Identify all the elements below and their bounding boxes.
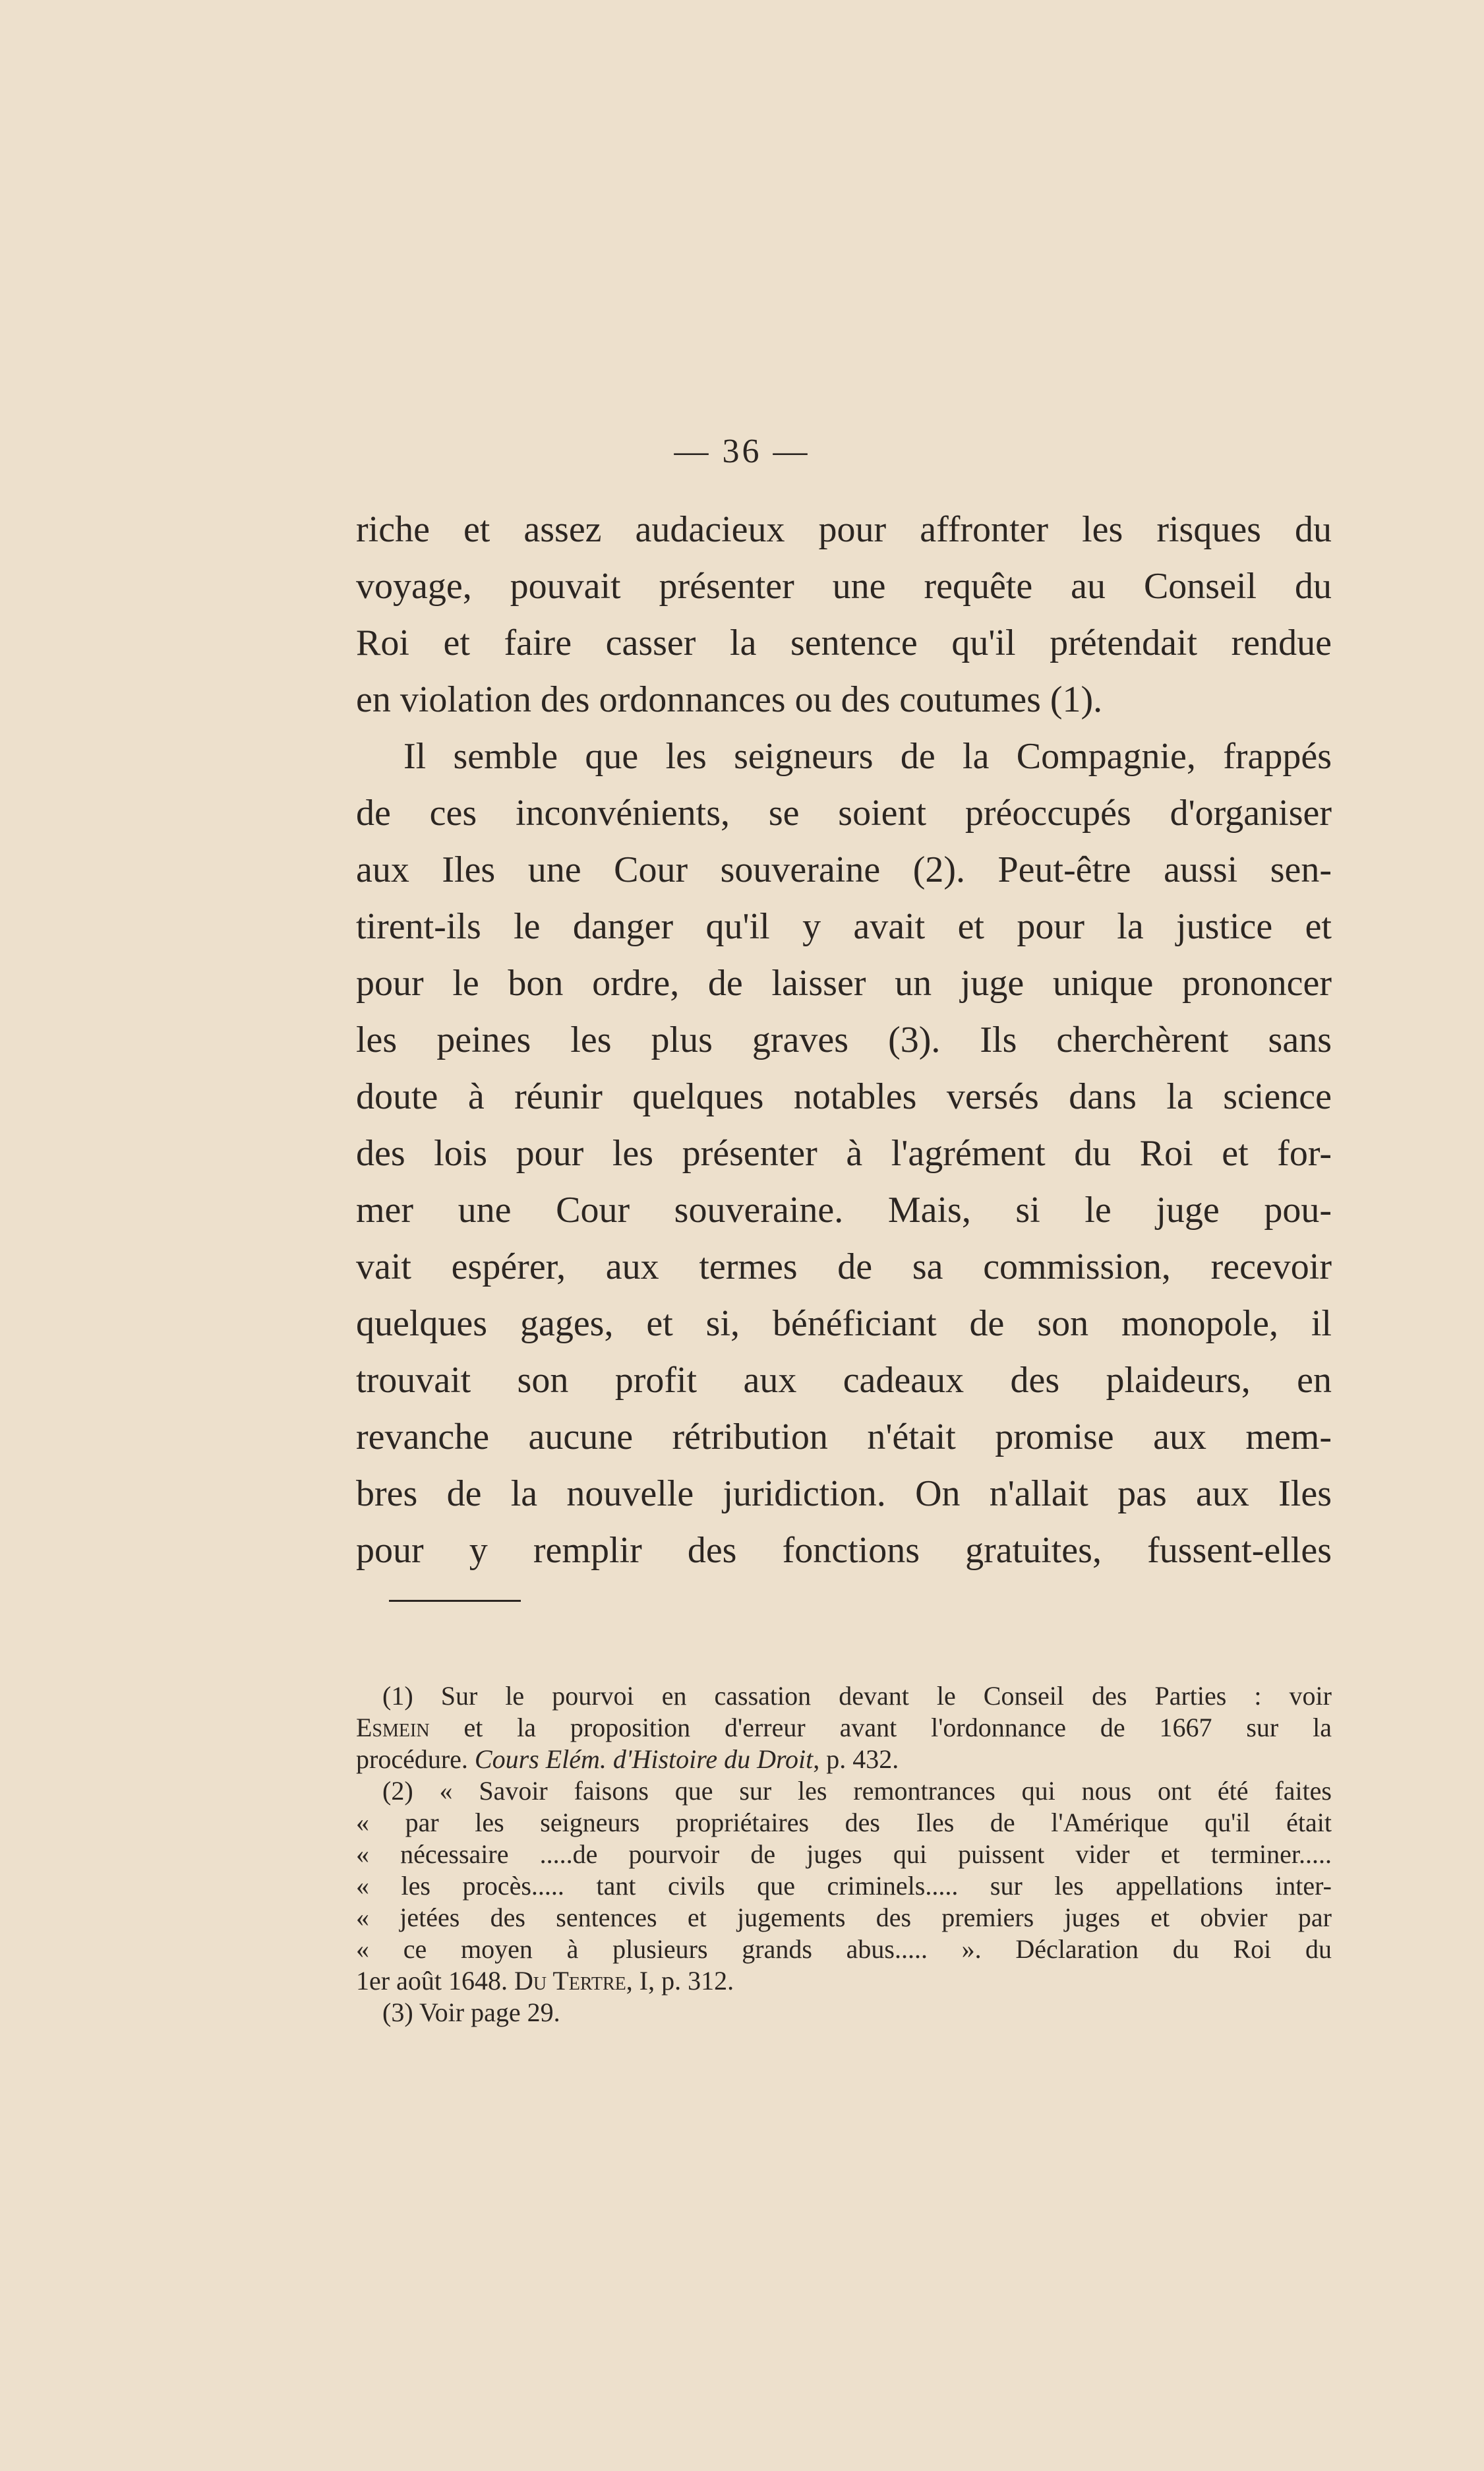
- footnote-1-line: Esmein et la proposition d'erreur avant l'ordonnance de 1667 sur la: [356, 1713, 1332, 1742]
- text-line: tirent-ils le danger qu'il y avait et pour la justice et: [356, 906, 1332, 947]
- footnotes: [356, 1680, 1332, 2029]
- text-line: vait espérer, aux termes de sa commission, recevoir: [356, 1246, 1332, 1287]
- text-line: des lois pour les présenter à l'agrément du Roi et for-: [356, 1133, 1332, 1174]
- main-text: [356, 501, 1332, 1579]
- footnote-separator: [389, 1600, 521, 1602]
- text-line: doute à réunir quelques notables versés dans la science: [356, 1076, 1332, 1117]
- work-title: Cours Elém. d'Histoire du Droit: [474, 1744, 814, 1774]
- text-line: quelques gages, et si, bénéficiant de son monopole, il: [356, 1303, 1332, 1344]
- text-line: bres de la nouvelle juridiction. On n'allait pas aux Iles: [356, 1473, 1332, 1514]
- footnote-2-line: « les procès..... tant civils que criminels..... sur les appellations inter-: [356, 1871, 1332, 1901]
- text-line: trouvait son profit aux cadeaux des plaideurs, en: [356, 1360, 1332, 1401]
- text-line: voyage, pouvait présenter une requête au Conseil du: [356, 566, 1332, 607]
- footnote-2-line: 1er août 1648. Du Tertre, I, p. 312.: [356, 1966, 734, 1996]
- footnote-2-line: « par les seigneurs propriétaires des Iles de l'Amérique qu'il était: [356, 1808, 1332, 1837]
- footnote-3-line: (3) Voir page 29.: [382, 1998, 560, 2027]
- text-line: revanche aucune rétribution n'était promise aux mem-: [356, 1417, 1332, 1457]
- text-line: Il semble que les seigneurs de la Compagnie, frappés: [403, 736, 1332, 777]
- text-line: riche et assez audacieux pour affronter les risques du: [356, 509, 1332, 550]
- author-name: Du Tertre: [514, 1966, 626, 1996]
- text-line: de ces inconvénients, se soient préoccupés d'organiser: [356, 793, 1332, 834]
- text-line: en violation des ordonnances ou des coutumes (1).: [356, 679, 1103, 720]
- footnote-2-line: « nécessaire .....de pourvoir de juges qui puissent vider et terminer.....: [356, 1839, 1332, 1869]
- footnote-1-line: procédure. Cours Elém. d'Histoire du Droit, p. 432.: [356, 1744, 899, 1774]
- text-line: les peines les plus graves (3). Ils cherchèrent sans: [356, 1020, 1332, 1060]
- page-number: — 36 —: [674, 433, 810, 470]
- footnote-2-line: « ce moyen à plusieurs grands abus..... ». Déclaration du Roi du: [356, 1934, 1332, 1964]
- author-name: Esmein: [356, 1713, 430, 1742]
- text-line: pour le bon ordre, de laisser un juge unique prononcer: [356, 963, 1332, 1004]
- text-line: pour y remplir des fonctions gratuites, fussent-elles: [356, 1530, 1332, 1571]
- footnote-2-line: « jetées des sentences et jugements des premiers juges et obvier par: [356, 1903, 1332, 1932]
- footnote-2-line: (2) « Savoir faisons que sur les remontrances qui nous ont été faites: [382, 1776, 1332, 1806]
- footnote-1-line: (1) Sur le pourvoi en cassation devant le Conseil des Parties : voir: [382, 1681, 1332, 1711]
- text-line: aux Iles une Cour souveraine (2). Peut-être aussi sen-: [356, 849, 1332, 890]
- text-line: mer une Cour souveraine. Mais, si le juge pou-: [356, 1190, 1332, 1231]
- text-line: Roi et faire casser la sentence qu'il prétendait rendue: [356, 623, 1332, 663]
